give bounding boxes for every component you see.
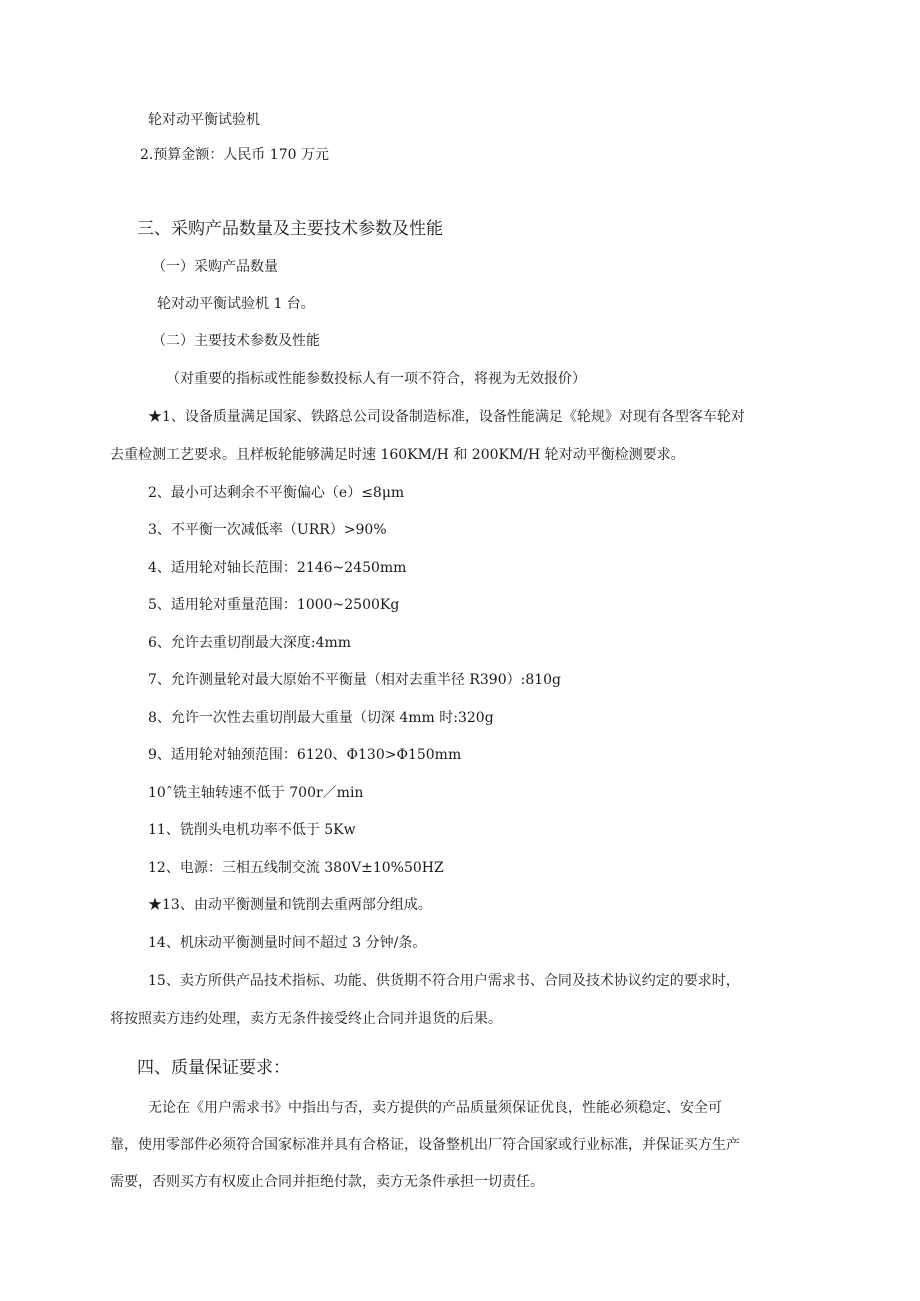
spec-item-1-cont: 去重检测工艺要求。且样板轮能够满足时速 160KM/H 和 200KM/H 轮对动平衡检测要求。 <box>110 447 685 463</box>
spec-item-7: 7、允许测量轮对最大原始不平衡量（相对去重半径 R390）:810g <box>148 672 562 688</box>
section4-paragraph-line-2: 靠，使用零部件必须符合国家标准并具有合格证，设备整机出厂符合国家或行业标准，并保证买方生产 <box>110 1137 740 1153</box>
section3-title: 三、采购产品数量及主要技术参数及性能 <box>137 219 443 239</box>
budget-line: 2.预算金额：人民币 170 万元 <box>140 147 329 163</box>
spec-item-9: 9、适用轮对轴颈范围：6120、Φ130>Φ150mm <box>148 747 462 763</box>
spec-item-14: 14、机床动平衡测量时间不超过 3 分钟/条。 <box>148 935 427 951</box>
spec-item-5: 5、适用轮对重量范围：1000~2500Kg <box>148 597 400 613</box>
spec-item-12: 12、电源：三相五线制交流 380V±10%50HZ <box>148 860 444 876</box>
section3-sub2-title: （二）主要技术参数及性能 <box>152 333 320 349</box>
spec-item-10: 10ˆ铣主轴转速不低于 700r／min <box>148 785 364 801</box>
section3-sub1-title: （一）采购产品数量 <box>152 259 278 275</box>
spec-item-3: 3、不平衡一次减低率（URR）>90% <box>148 522 387 538</box>
spec-item-15: 15、卖方所供产品技术指标、功能、供货期不符合用户需求书、合同及技术协议约定的要求时， <box>148 973 740 989</box>
section4-paragraph-line-3: 需要，否则买方有权废止合同并拒绝付款，卖方无条件承担一切责任。 <box>110 1174 544 1190</box>
spec-item-13: ★13、由动平衡测量和铣削去重两部分组成。 <box>148 897 432 913</box>
spec-item-8: 8、允许一次性去重切削最大重量（切深 4mm 时:320g <box>148 710 494 726</box>
spec-item-4: 4、适用轮对轴长范围：2146~2450mm <box>148 560 407 576</box>
spec-item-15-cont: 将按照卖方违约处理，卖方无条件接受终止合同并退货的后果。 <box>110 1011 502 1027</box>
section3-sub1-text: 轮对动平衡试验机 1 台。 <box>157 296 315 312</box>
section3-note: （对重要的指标或性能参数投标人有一项不符合，将视为无效报价） <box>166 371 586 387</box>
spec-item-1: ★1、设备质量满足国家、铁路总公司设备制造标准，设备性能满足《轮规》对现有各型客车轮对 <box>148 409 745 425</box>
section4-title: 四、质量保证要求： <box>137 1058 290 1078</box>
spec-item-6: 6、允许去重切削最大深度:4mm <box>148 635 352 651</box>
spec-item-11: 11、铣削头电机功率不低于 5Kw <box>148 822 356 838</box>
section4-paragraph-line-1: 无论在《用户需求书》中指出与否，卖方提供的产品质量须保证优良，性能必须稳定、安全可 <box>148 1100 722 1116</box>
spec-item-2: 2、最小可达剩余不平衡偏心（e）≤8μm <box>148 485 405 501</box>
product-name-line: 轮对动平衡试验机 <box>148 112 260 128</box>
